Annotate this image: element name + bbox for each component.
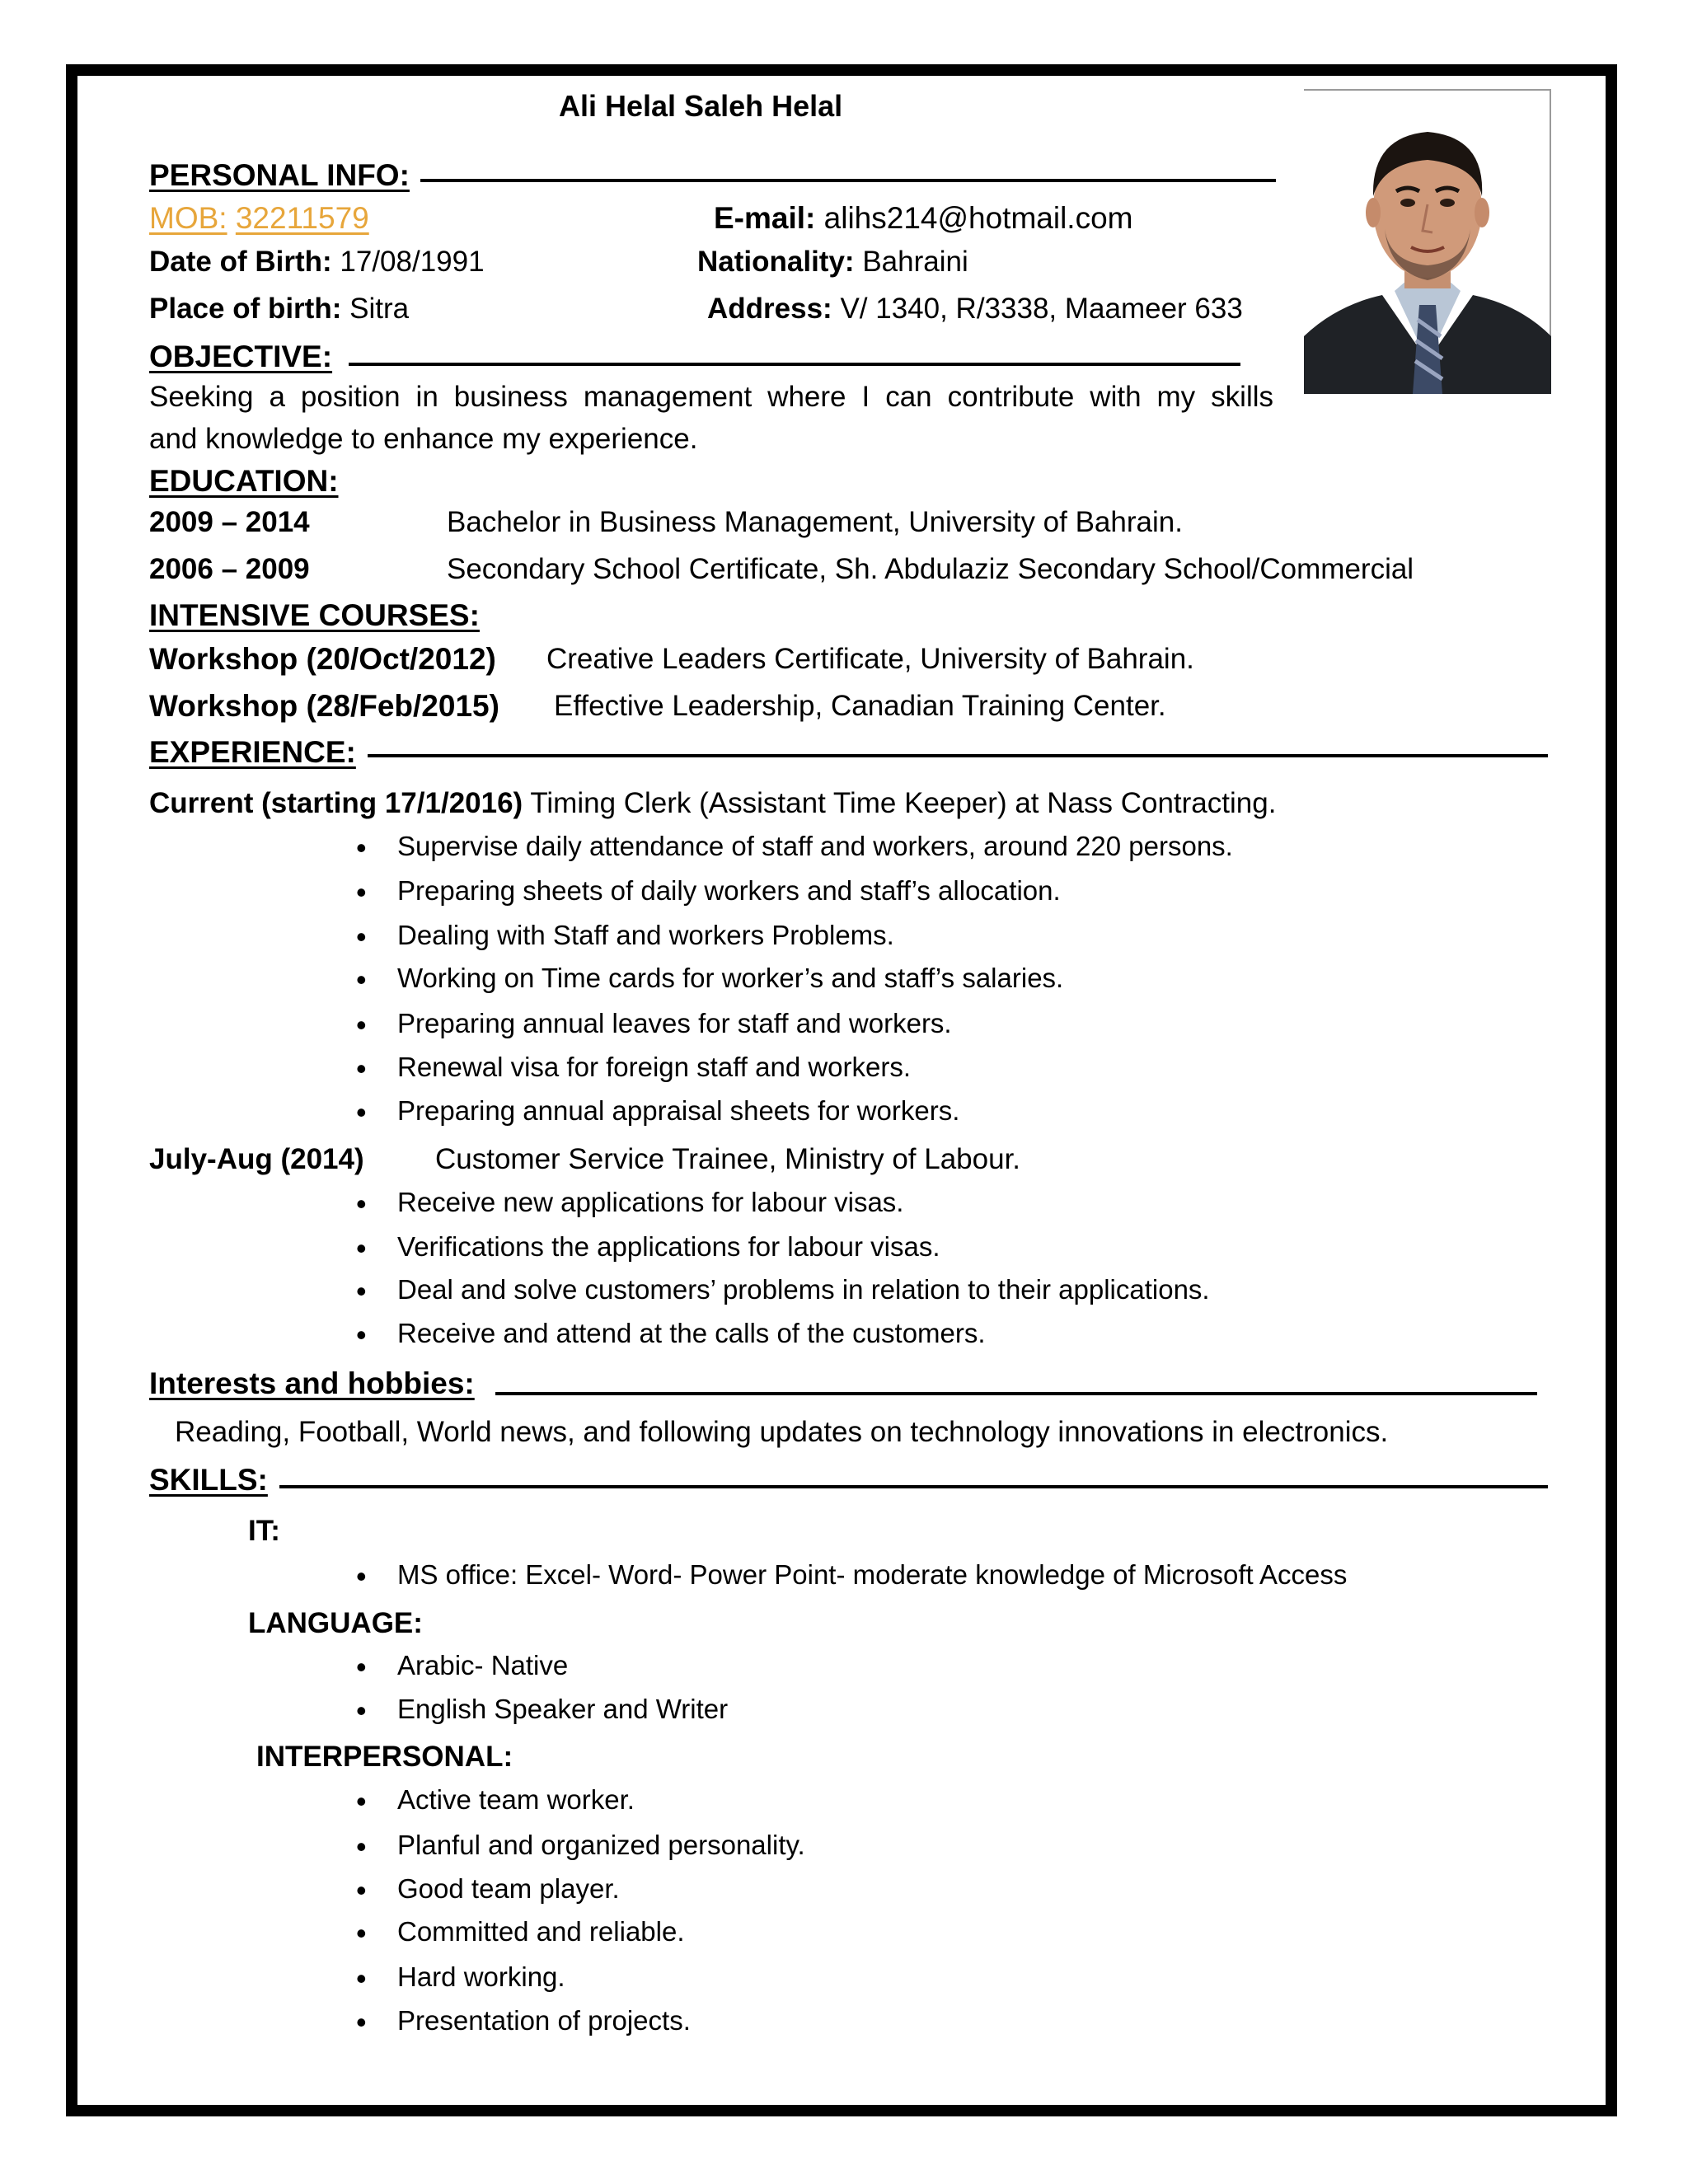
job-2-period: July-Aug (2014): [149, 1143, 364, 1175]
nationality-label: Nationality:: [697, 246, 855, 278]
list-item: • English Speaker and Writer: [397, 1694, 728, 1725]
mobile-value: 32211579: [235, 201, 369, 235]
interests-rule: [495, 1392, 1537, 1395]
list-item: • Hard working.: [397, 1961, 565, 1993]
education-years-2: 2006 – 2009: [149, 553, 310, 585]
job-1-header: [149, 787, 1276, 820]
list-item: • Working on Time cards for worker’s and staff’s salaries.: [397, 963, 1063, 994]
dob-label: Date of Birth:: [149, 246, 332, 278]
nationality-value: Bahraini: [862, 246, 968, 278]
experience-rule: [368, 754, 1548, 757]
profile-photo-image: [1304, 89, 1551, 394]
interests-heading: Interests and hobbies:: [149, 1366, 475, 1400]
dob-value: 17/08/1991: [340, 246, 485, 278]
education-detail-2: Secondary School Certificate, Sh. Abdulaziz Secondary School/Commercial: [447, 553, 1414, 585]
list-item: • MS office: Excel- Word- Power Point- moderate knowledge of Microsoft Access: [397, 1559, 1347, 1591]
list-item: • Arabic- Native: [397, 1650, 568, 1681]
profile-photo: [1304, 89, 1551, 394]
personal-info-rule: [420, 179, 1276, 182]
courses-heading: INTENSIVE COURSES:: [149, 598, 480, 632]
email: [714, 201, 1132, 236]
course-detail-1: Creative Leaders Certificate, University of Bahrain.: [546, 643, 1194, 675]
course-detail-2: Effective Leadership, Canadian Training Center.: [554, 690, 1166, 722]
place-of-birth: [149, 293, 409, 326]
date-of-birth: [149, 246, 485, 279]
objective-rule: [349, 363, 1240, 366]
list-item: • Renewal visa for foreign staff and workers.: [397, 1052, 911, 1083]
course-date-1: Workshop (20/Oct/2012): [149, 642, 496, 676]
list-item: • Deal and solve customers’ problems in relation to their applications.: [397, 1274, 1210, 1305]
list-item: • Planful and organized personality.: [397, 1830, 805, 1861]
list-item: • Verifications the applications for labour visas.: [397, 1231, 940, 1263]
experience-heading: EXPERIENCE:: [149, 735, 356, 769]
address: [707, 293, 1243, 326]
list-item: • Preparing annual appraisal sheets for workers.: [397, 1095, 959, 1127]
candidate-name: Ali Helal Saleh Helal: [559, 89, 843, 123]
list-item: • Active team worker.: [397, 1784, 635, 1816]
list-item: • Receive new applications for labour visas.: [397, 1187, 903, 1218]
education-years-1: 2009 – 2014: [149, 506, 310, 538]
list-item: • Supervise daily attendance of staff and workers, around 220 persons.: [397, 831, 1233, 862]
personal-info-heading: PERSONAL INFO:: [149, 158, 410, 192]
pob-label: Place of birth:: [149, 293, 342, 325]
list-item: • Presentation of projects.: [397, 2005, 691, 2036]
objective-line-1: Seeking a position in business management where I can contribute with my skills: [149, 381, 1273, 413]
objective-line-2: and knowledge to enhance my experience.: [149, 423, 698, 455]
list-item: • Committed and reliable.: [397, 1916, 685, 1947]
pob-value: Sitra: [349, 293, 410, 325]
job-1-period: Current (starting 17/1/2016): [149, 787, 523, 819]
interests-text: Reading, Football, World news, and following updates on technology innovations in electronics.: [175, 1416, 1389, 1448]
mobile-label: MOB:: [149, 201, 227, 235]
mobile-number[interactable]: [149, 201, 369, 236]
education-heading: EDUCATION:: [149, 464, 339, 498]
address-label: Address:: [707, 293, 832, 325]
list-item: • Receive and attend at the calls of the customers.: [397, 1318, 986, 1349]
objective-heading: OBJECTIVE:: [149, 340, 333, 373]
list-item: • Preparing sheets of daily workers and staff’s allocation.: [397, 875, 1061, 907]
skills-language-label: LANGUAGE:: [248, 1607, 423, 1639]
nationality: [697, 246, 968, 279]
skills-rule: [279, 1485, 1548, 1488]
list-item: • Dealing with Staff and workers Problems.: [397, 920, 894, 951]
education-detail-1: Bachelor in Business Management, University of Bahrain.: [447, 506, 1183, 538]
email-label: E-mail:: [714, 201, 816, 235]
skills-it-label: IT:: [248, 1515, 280, 1547]
address-value: V/ 1340, R/3338, Maameer 633: [840, 293, 1243, 325]
email-value[interactable]: alihs214@hotmail.com: [823, 201, 1133, 235]
list-item: • Good team player.: [397, 1873, 620, 1905]
skills-interpersonal-label: INTERPERSONAL:: [256, 1741, 513, 1773]
job-2-title: Customer Service Trainee, Ministry of Labour.: [435, 1143, 1021, 1175]
list-item: • Preparing annual leaves for staff and workers.: [397, 1008, 952, 1039]
skills-heading: SKILLS:: [149, 1463, 268, 1497]
job-1-title: Timing Clerk (Assistant Time Keeper) at Nass Contracting.: [530, 787, 1277, 819]
course-date-2: Workshop (28/Feb/2015): [149, 689, 499, 723]
